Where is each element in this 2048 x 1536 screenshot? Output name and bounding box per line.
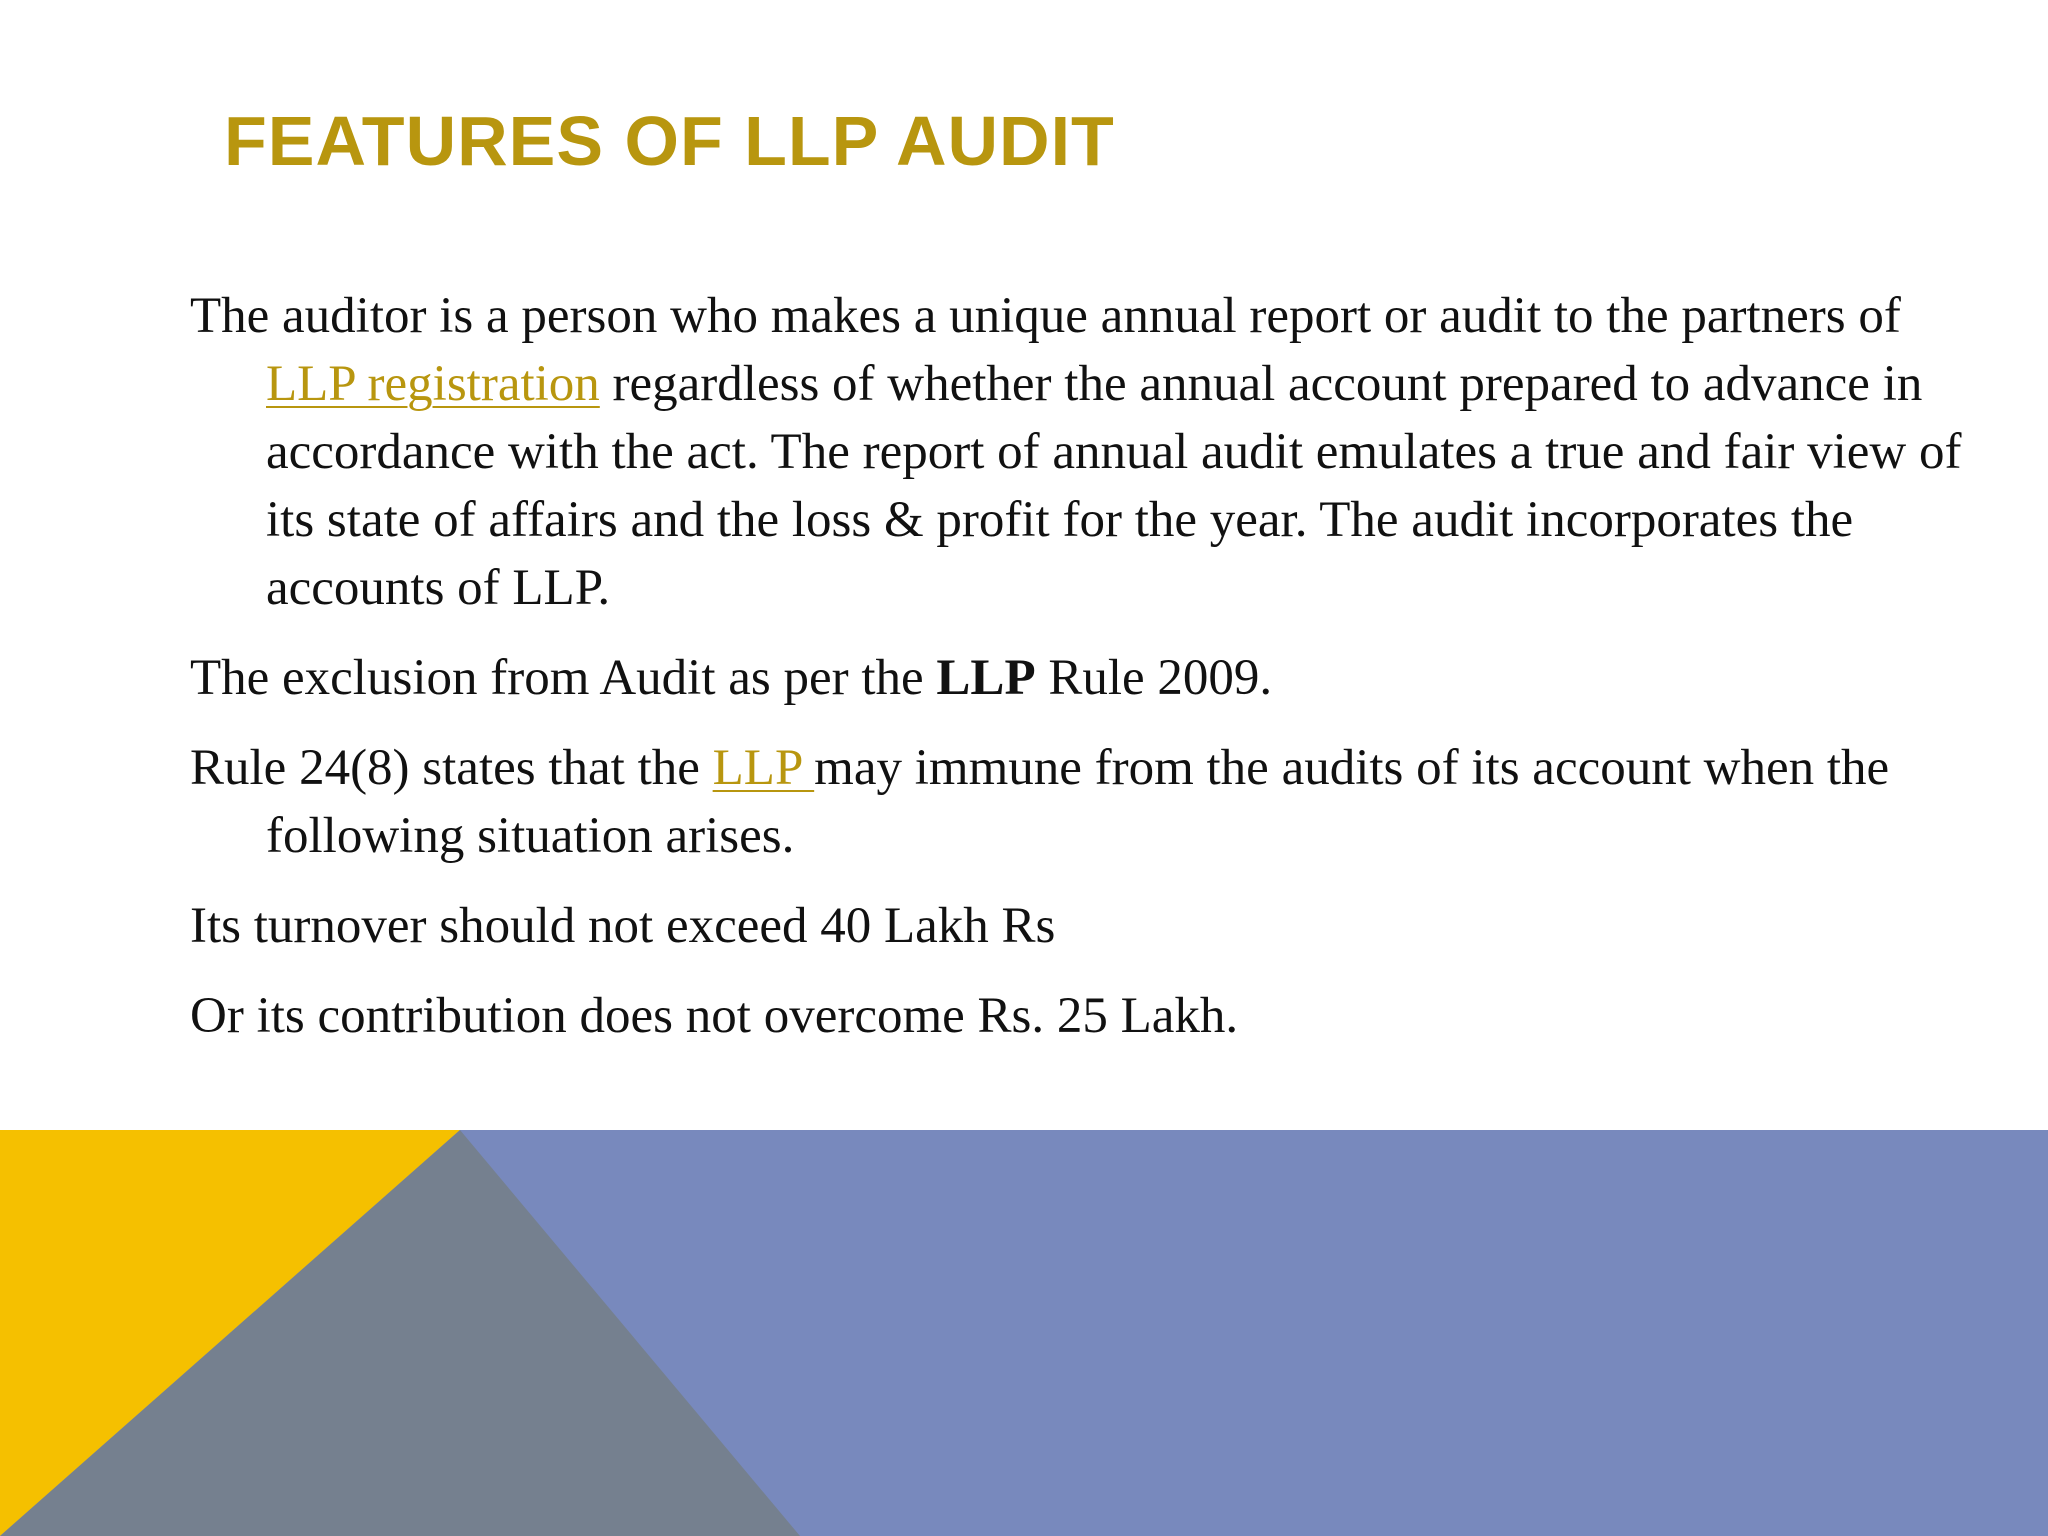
llp-link[interactable]: LLP — [712, 740, 815, 796]
paragraph-text: The exclusion from Audit as per the — [190, 650, 937, 706]
paragraph-turnover-condition: Its turnover should not exceed 40 Lakh Rs — [190, 898, 1056, 954]
paragraph-auditor-definition — [190, 282, 1990, 622]
paragraph-text: Rule 2009. — [1035, 650, 1273, 706]
paragraph-text: The auditor is a person who makes a unique annual report or audit to the partners of — [190, 288, 1901, 344]
slide-body — [190, 282, 1990, 1072]
paragraph-audit-exclusion — [190, 644, 1990, 712]
paragraph-contribution-condition: Or its contribution does not overcome Rs. 25 Lakh. — [190, 988, 1239, 1044]
slide-title: FEATURES OF LLP AUDIT — [224, 102, 1115, 180]
paragraph-text: Rule 24(8) states that the — [190, 740, 713, 796]
paragraph-text: regardless of whether the annual account prepared to advance in accordance with the act. The report of annual audit emulates a true and fair view of its state of affairs and the loss & profit for the year. The audit incorporates the accounts of LLP. — [266, 356, 1962, 616]
decorative-color-band — [0, 1130, 2048, 1536]
bold-llp-text: LLP — [936, 650, 1036, 706]
llp-registration-link[interactable]: LLP registration — [266, 356, 600, 412]
paragraph-rule-24-8 — [190, 734, 1990, 870]
paragraph-text: may immune from the audits of its account when the following situation arises. — [266, 740, 1890, 864]
